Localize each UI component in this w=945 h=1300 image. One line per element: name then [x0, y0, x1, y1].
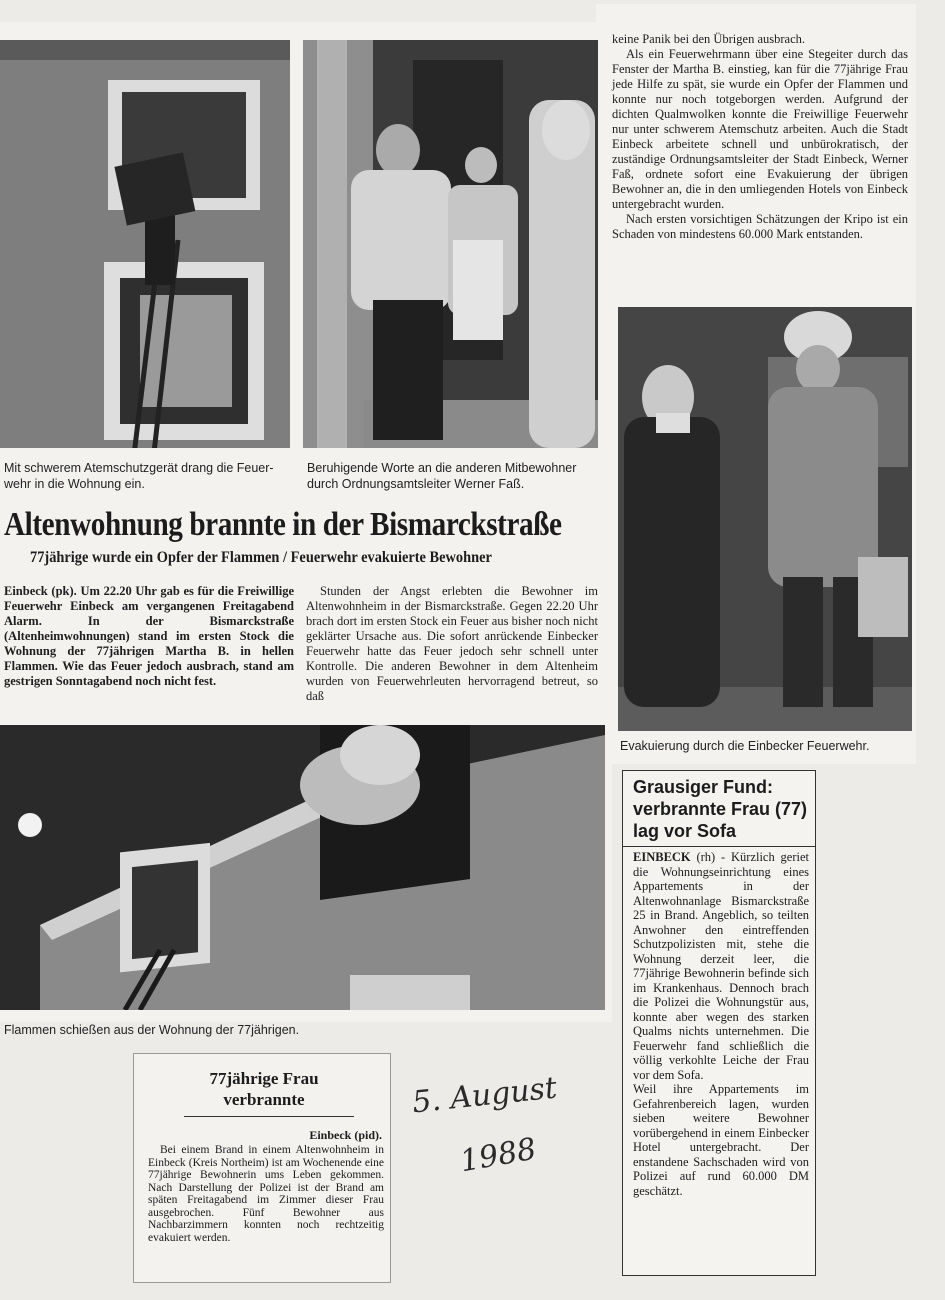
right-box-title: Grausiger Fund: verbrannte Frau (77) lag vor Sofa: [623, 771, 815, 847]
photo-corridor-image: [303, 40, 598, 448]
article-column-3: [612, 32, 908, 242]
small-box-rule: [184, 1116, 354, 1117]
right-box-text: Kürzlich geriet die Wohnungseinrichtung eines Appartements in der Altenwohnanlage Bismarckstraße 25 in Brand. Angeblich, so teilten Anwohner den eintreffenden Schutzpolizisten mit, stehe die Wohnung derzeit leer, die 77jährige Bewohnerin befinde sich im Krankenhaus. Dennoch brach die Polizei die Wohnungstür aus, konnte aber wegen des starken Qualms nichts unternehmen. Die Feuerwehr fand schließlich die völlig verkohlte Leiche der Frau vor dem Sofa.: [633, 850, 809, 1082]
small-box-text: Bei einem Brand in einem Altenwohnheim in Einbeck (Kreis Northeim) ist am Wochenende eine 77jährige Bewohnerin ums Leben gekommen. Nach Darstellung der Polizei ist der Brand am späten Freitagabend im Zimmer dieser Frau ausgebrochen. Fünf Bewohner aus Nachbarzimmern konnten noch rechtzeitig evakuiert werden.: [148, 1144, 384, 1244]
right-box-dateline: EINBECK: [633, 850, 691, 864]
photo-flames-image: [0, 725, 605, 1010]
article-headline: Altenwohnung brannte in der Bismarckstraße: [4, 506, 562, 543]
article-col3-p2: Als ein Feuerwehrmann über eine Stegeiter durch das Fenster der Martha B. einstieg, kan für die 77jährige Frau jede Hilfe zu spät, sie wurde ein Opfer der Flammen und konnte nur noch totgeborgen werden. Aufgrund der dichten Qualmwolken konnte die Freiwillige Feuerwehr nur unter schwerem Atemschutz arbeiten. Auch die Stadt Einbeck arbeitete schnell und unbürokratisch, der zuständige Ordnungsamtsleiter der Stadt Einbeck, Werner Faß, ordnete sofort eine Evakuierung der übrigen Bewohner an, die in den umliegenden Hotels von Einbeck untergebracht wurden.: [612, 47, 908, 211]
article-subhead: 77jährige wurde ein Opfer der Flammen / Feuerwehr evakuierte Bewohner: [30, 549, 492, 566]
photo-ladder: [0, 40, 290, 448]
caption-flames: Flammen schießen aus der Wohnung der 77jährigen.: [4, 1023, 300, 1037]
small-box-title: 77jährige Frau verbrannte: [209, 1069, 319, 1109]
photo-ladder-image: [0, 40, 290, 448]
photo-corridor: [303, 40, 598, 448]
caption-evacuation: Evakuierung durch die Einbecker Feuerwehr.: [620, 739, 870, 753]
right-box-text2: Weil ihre Appartements im Gefahrenbereich lagen, wurden sieben weitere Bewohner vorübergehend in einem Einbecker Hotel untergebracht. Der enstandene Sachschaden wird von Polizei auf rund 60.000 DM geschätzt.: [633, 1082, 809, 1198]
article-column-1: [4, 584, 294, 689]
article-column-2: [306, 584, 598, 704]
article-col2-text: Stunden der Angst erlebten die Bewohner im Altenwohnheim in der Bismarckstraße. Gegen 22.20 Uhr brach dort im ersten Stock ein Feuer aus bisher noch nicht geklärter Ursache aus. Die sofort anrückende Einbecker Feuerwehr hatte das Feuer jedoch sehr schnell unter Kontrolle. Die anderen Bewohner in dem Altenheim wurden von Feuerwehrleuten hervorragend betreut, so daß: [306, 584, 598, 703]
photo-evacuation: [618, 307, 912, 731]
article-col3-p3: Nach ersten vorsichtigen Schätzungen der Kripo ist ein Schaden von mindestens 60.000 Mark entstanden.: [612, 212, 908, 241]
photo-evacuation-image: [618, 307, 912, 731]
article-col1-text: Einbeck (pk). Um 22.20 Uhr gab es für die Freiwillige Feuerwehr Einbeck am vergangenen Freitagabend Alarm. In der Bismarckstraße (Altenheimwohnungen) stand im ersten Stock die Wohnung der 77jährigen Martha B. in hellen Flammen. Wie das Feuer jedoch ausbrach, stand am gestrigen Sonntagabend noch nicht fest.: [4, 584, 294, 688]
right-box-dateline-suffix: (rh) -: [690, 850, 731, 864]
small-box-dateline: Einbeck (pid).: [309, 1128, 382, 1142]
caption-ladder: Mit schwerem Atemschutzgerät drang die Feuer-wehr in die Wohnung ein.: [4, 461, 274, 491]
caption-corridor: Beruhigende Worte an die anderen Mitbewohner durch Ordnungsamtsleiter Werner Faß.: [307, 461, 577, 491]
small-clipping: [133, 1053, 391, 1283]
article-col3-p1: keine Panik bei den Übrigen ausbrach.: [612, 32, 805, 46]
right-box: [622, 770, 816, 1276]
right-box-body: [623, 847, 815, 1198]
handwritten-date: 5. August: [410, 1070, 559, 1121]
photo-flames: [0, 725, 605, 1010]
handwritten-year: 1988: [457, 1131, 539, 1180]
